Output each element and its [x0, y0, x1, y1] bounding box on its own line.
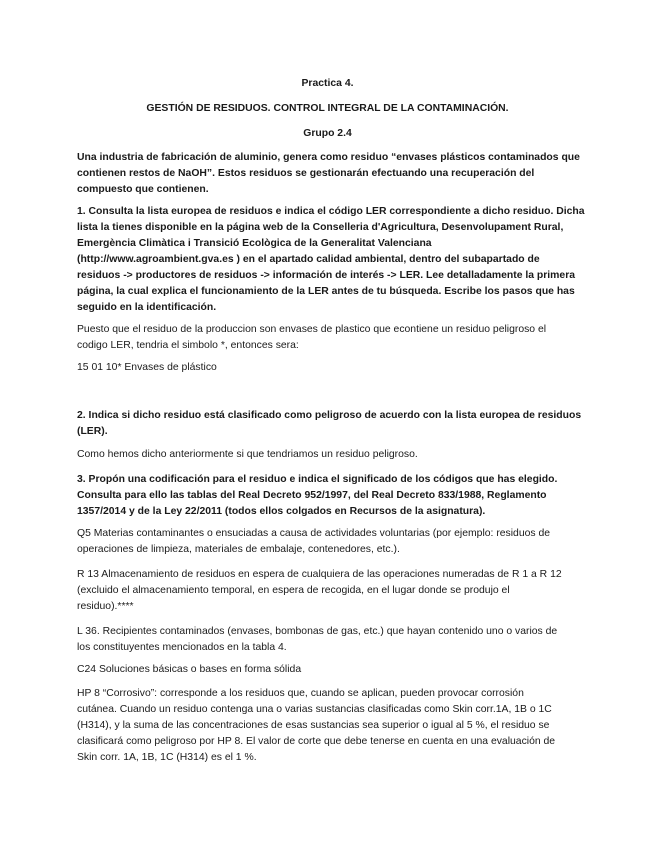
answer-3-line: operaciones de limpieza, materiales de embalaje, contenedores, etc.). — [77, 544, 400, 555]
answer-3-line: (excluido el almacenamiento temporal, en espera de recogida, en el lugar donde se produjo el — [77, 585, 510, 596]
question-2 — [77, 408, 582, 440]
answer-3-line: HP 8 “Corrosivo”: corresponde a los residuos que, cuando se aplican, pueden provocar corrosión — [77, 688, 524, 699]
question-1-line: Emergència Climàtica i Transició Ecològica de la Generalitat Valenciana — [77, 238, 432, 249]
question-1-line: seguido en la identificación. — [77, 302, 217, 313]
question-1-line: 1. Consulta la lista europea de residuos e indica el código LER correspondiente a dicho residuo. Dicha — [77, 206, 585, 217]
answer-3-r13 — [77, 567, 572, 615]
question-3-line: 1357/2014 y de la Ley 22/2011 (todos ellos colgados en Recursos de la asignatura). — [77, 506, 486, 517]
question-3 — [77, 472, 572, 520]
intro-line: contienen restos de NaOH”. Estos residuos se gestionarán efectuando una recuperación del — [77, 168, 535, 179]
answer-3-l36 — [77, 624, 572, 656]
question-3-line: Consulta para ello las tablas del Real Decreto 952/1997, del Real Decreto 833/1988, Reglamento — [77, 490, 547, 501]
answer-3-line: Skin corr. 1A, 1B, 1C (H314) es el 1 %. — [77, 752, 257, 763]
ler-code-line: 15 01 10* Envases de plástico — [77, 362, 217, 373]
answer-2-line: Como hemos dicho anteriormente si que tendriamos un residuo peligroso. — [77, 449, 418, 460]
question-1-line: residuos -> productores de residuos -> información de interés -> LER. Lee detalladamente la primera — [77, 270, 576, 281]
answer-1-line: Puesto que el residuo de la produccion son envases de plastico que econtiene un residuo peligroso el — [77, 324, 547, 335]
question-2-line: (LER). — [77, 426, 108, 437]
question-1-line: página, la cual explica el funcionamiento de la LER antes de tu búsqueda. Escribe los pasos que has — [77, 286, 575, 297]
intro-line: Una industria de fabricación de aluminio, genera como residuo “envases plásticos contaminados que — [77, 152, 580, 163]
answer-3-hp8 — [77, 686, 572, 766]
answer-3-line: los constituyentes mencionados en la tabla 4. — [77, 642, 287, 653]
answer-3-line: Q5 Materias contaminantes o ensuciadas a causa de actividades voluntarias (por ejemplo: residuos de — [77, 528, 551, 539]
answer-3-line: R 13 Almacenamiento de residuos en espera de cualquiera de las operaciones numeradas de R 1 a R 12 — [77, 569, 562, 580]
question-3-line: 3. Propón una codificación para el residuo e indica el significado de los códigos que has elegido. — [77, 474, 558, 485]
answer-3-line: cutánea. Cuando un residuo contenga una o varias sustancias clasificadas como Skin corr.1A, 1B o 1C — [77, 704, 552, 715]
question-1-line: (http://www.agroambient.gva.es ) en el apartado calidad ambiental, dentro del subapartado de — [77, 254, 540, 265]
answer-3-c24 — [77, 662, 572, 678]
answer-3-line: L 36. Recipientes contaminados (envases, bombonas de gas, etc.) que hayan contenido uno o varios de — [77, 626, 558, 637]
answer-2 — [77, 447, 572, 463]
answer-1-line: codigo LER, tendria el simbolo *, entonces sera: — [77, 340, 299, 351]
question-1 — [77, 204, 585, 316]
intro-paragraph — [77, 150, 580, 198]
answer-3-line: (H314), y la suma de las concentraciones de esas sustancias sea superior o igual al 5 %, el residuo se — [77, 720, 550, 731]
page-title: Practica 4. — [301, 78, 354, 89]
question-1-line: lista la tienes disponible en la página web de la Conselleria d'Agricultura, Desenvolupament Rural, — [77, 222, 564, 233]
answer-1 — [77, 322, 572, 354]
page-subtitle: GESTIÓN DE RESIDUOS. CONTROL INTEGRAL DE LA CONTAMINACIÓN. — [146, 103, 509, 114]
answer-1-code — [77, 360, 572, 376]
answer-3-line: residuo).**** — [77, 601, 134, 612]
answer-3-q5 — [77, 526, 572, 558]
answer-3-line: clasificará como peligroso por HP 8. El valor de corte que debe tenerse en cuenta en una evaluación de — [77, 736, 556, 747]
group-label: Grupo 2.4 — [303, 128, 352, 139]
question-2-line: 2. Indica si dicho residuo está clasificado como peligroso de acuerdo con la lista europea de residuos — [77, 410, 582, 421]
answer-3-line: C24 Soluciones básicas o bases en forma sólida — [77, 664, 302, 675]
intro-line: compuesto que contienen. — [77, 184, 209, 195]
